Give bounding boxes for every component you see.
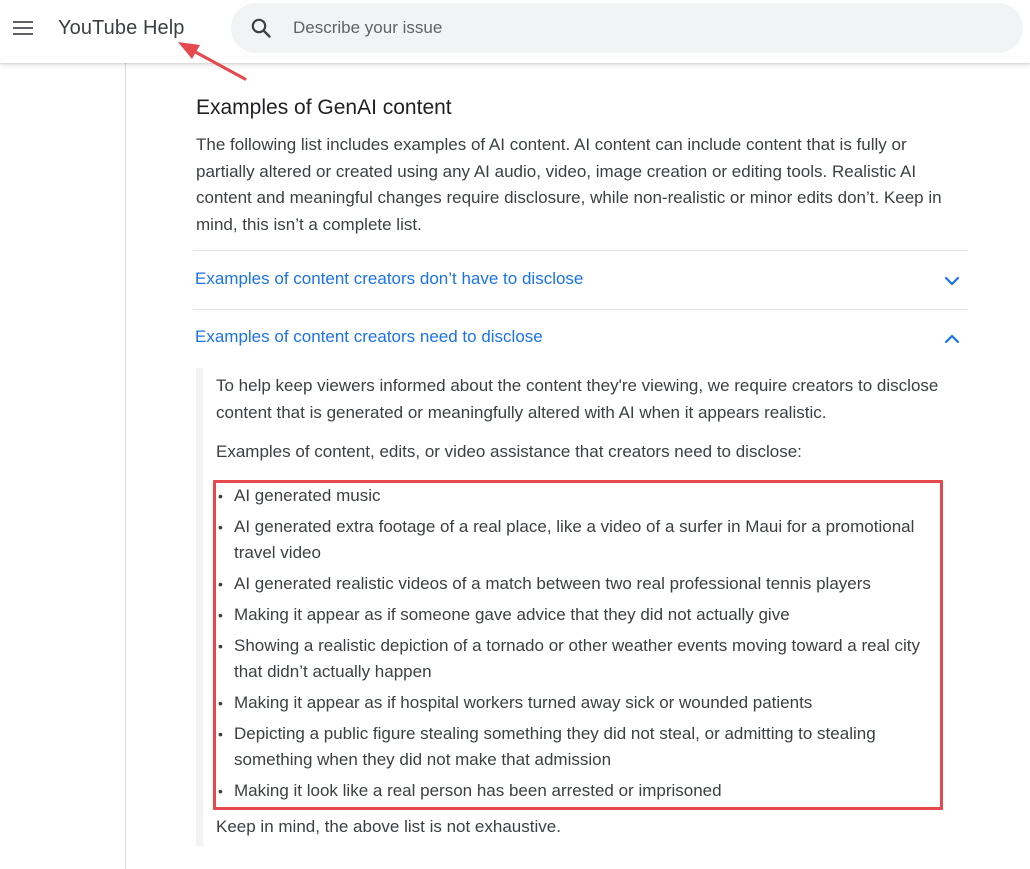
accordion-label[interactable]: Examples of content creators don’t have to disclose	[195, 269, 584, 288]
bullet-icon: •	[218, 576, 223, 592]
divider	[193, 309, 968, 310]
bullet-icon: •	[218, 488, 223, 504]
accordion-need-disclose[interactable]	[195, 320, 970, 360]
footer-note: Keep in mind, the above list is not exhaustive.	[216, 817, 561, 836]
disclosure-examples-list	[216, 483, 938, 809]
bullet-icon: •	[218, 726, 223, 742]
list-item	[216, 602, 938, 628]
list-item-text: Depicting a public figure stealing something they did not steal, or admitting to stealing something when they did not make that admission	[234, 724, 876, 769]
list-item	[216, 571, 938, 597]
list-item	[216, 778, 938, 804]
list-item	[216, 514, 938, 566]
bullet-icon: •	[218, 607, 223, 623]
annotation-arrow-icon	[170, 36, 254, 86]
bullet-icon: •	[218, 783, 223, 799]
bullet-icon: •	[218, 695, 223, 711]
chevron-up-icon[interactable]	[943, 330, 961, 348]
list-item	[216, 690, 938, 716]
hamburger-menu-icon[interactable]	[11, 19, 35, 39]
list-item-text: Making it appear as if someone gave advice that they did not actually give	[234, 605, 790, 624]
list-item-text: AI generated music	[234, 486, 381, 505]
accordion-label[interactable]: Examples of content creators need to disclose	[195, 327, 543, 346]
chevron-down-icon[interactable]	[943, 272, 961, 290]
accordion-panel	[196, 368, 971, 846]
panel-indent-bar	[196, 368, 203, 846]
bullet-icon: •	[218, 638, 223, 654]
list-item	[216, 721, 938, 773]
sidebar-divider	[125, 63, 126, 869]
section-heading: Examples of GenAI content	[196, 96, 452, 119]
list-item-text: AI generated realistic videos of a match between two real professional tennis players	[234, 574, 871, 593]
accordion-dont-disclose[interactable]	[195, 262, 970, 302]
app-title[interactable]: YouTube Help	[58, 17, 185, 39]
top-app-bar	[0, 0, 1030, 63]
list-item	[216, 483, 938, 509]
panel-paragraph: To help keep viewers informed about the content they're viewing, we require creators to disclose content that is generated or meaningfully altered with AI when it appears realistic.	[216, 376, 939, 422]
bullet-icon: •	[218, 519, 223, 535]
search-input[interactable]	[291, 3, 991, 53]
divider	[193, 250, 968, 251]
list-item-text: Making it look like a real person has been arrested or imprisoned	[234, 781, 722, 800]
list-item-text: Showing a realistic depiction of a tornado or other weather events moving toward a real city that didn’t actually happen	[234, 636, 921, 681]
list-item	[216, 633, 938, 685]
panel-paragraph: Examples of content, edits, or video assistance that creators need to disclose:	[216, 442, 802, 461]
search-bar[interactable]	[231, 3, 1023, 53]
intro-paragraph: The following list includes examples of AI content. AI content can include content that is fully or partially altered or created using any AI audio, video, image creation or editing tools. Realistic AI content and meaningful changes require disclosure, while non-realistic or minor edits don’t. Keep in mind, this isn’t a complete list.	[196, 135, 942, 234]
list-item-text: Making it appear as if hospital workers turned away sick or wounded patients	[234, 693, 813, 712]
list-item-text: AI generated extra footage of a real place, like a video of a surfer in Maui for a promotional travel video	[234, 517, 915, 562]
